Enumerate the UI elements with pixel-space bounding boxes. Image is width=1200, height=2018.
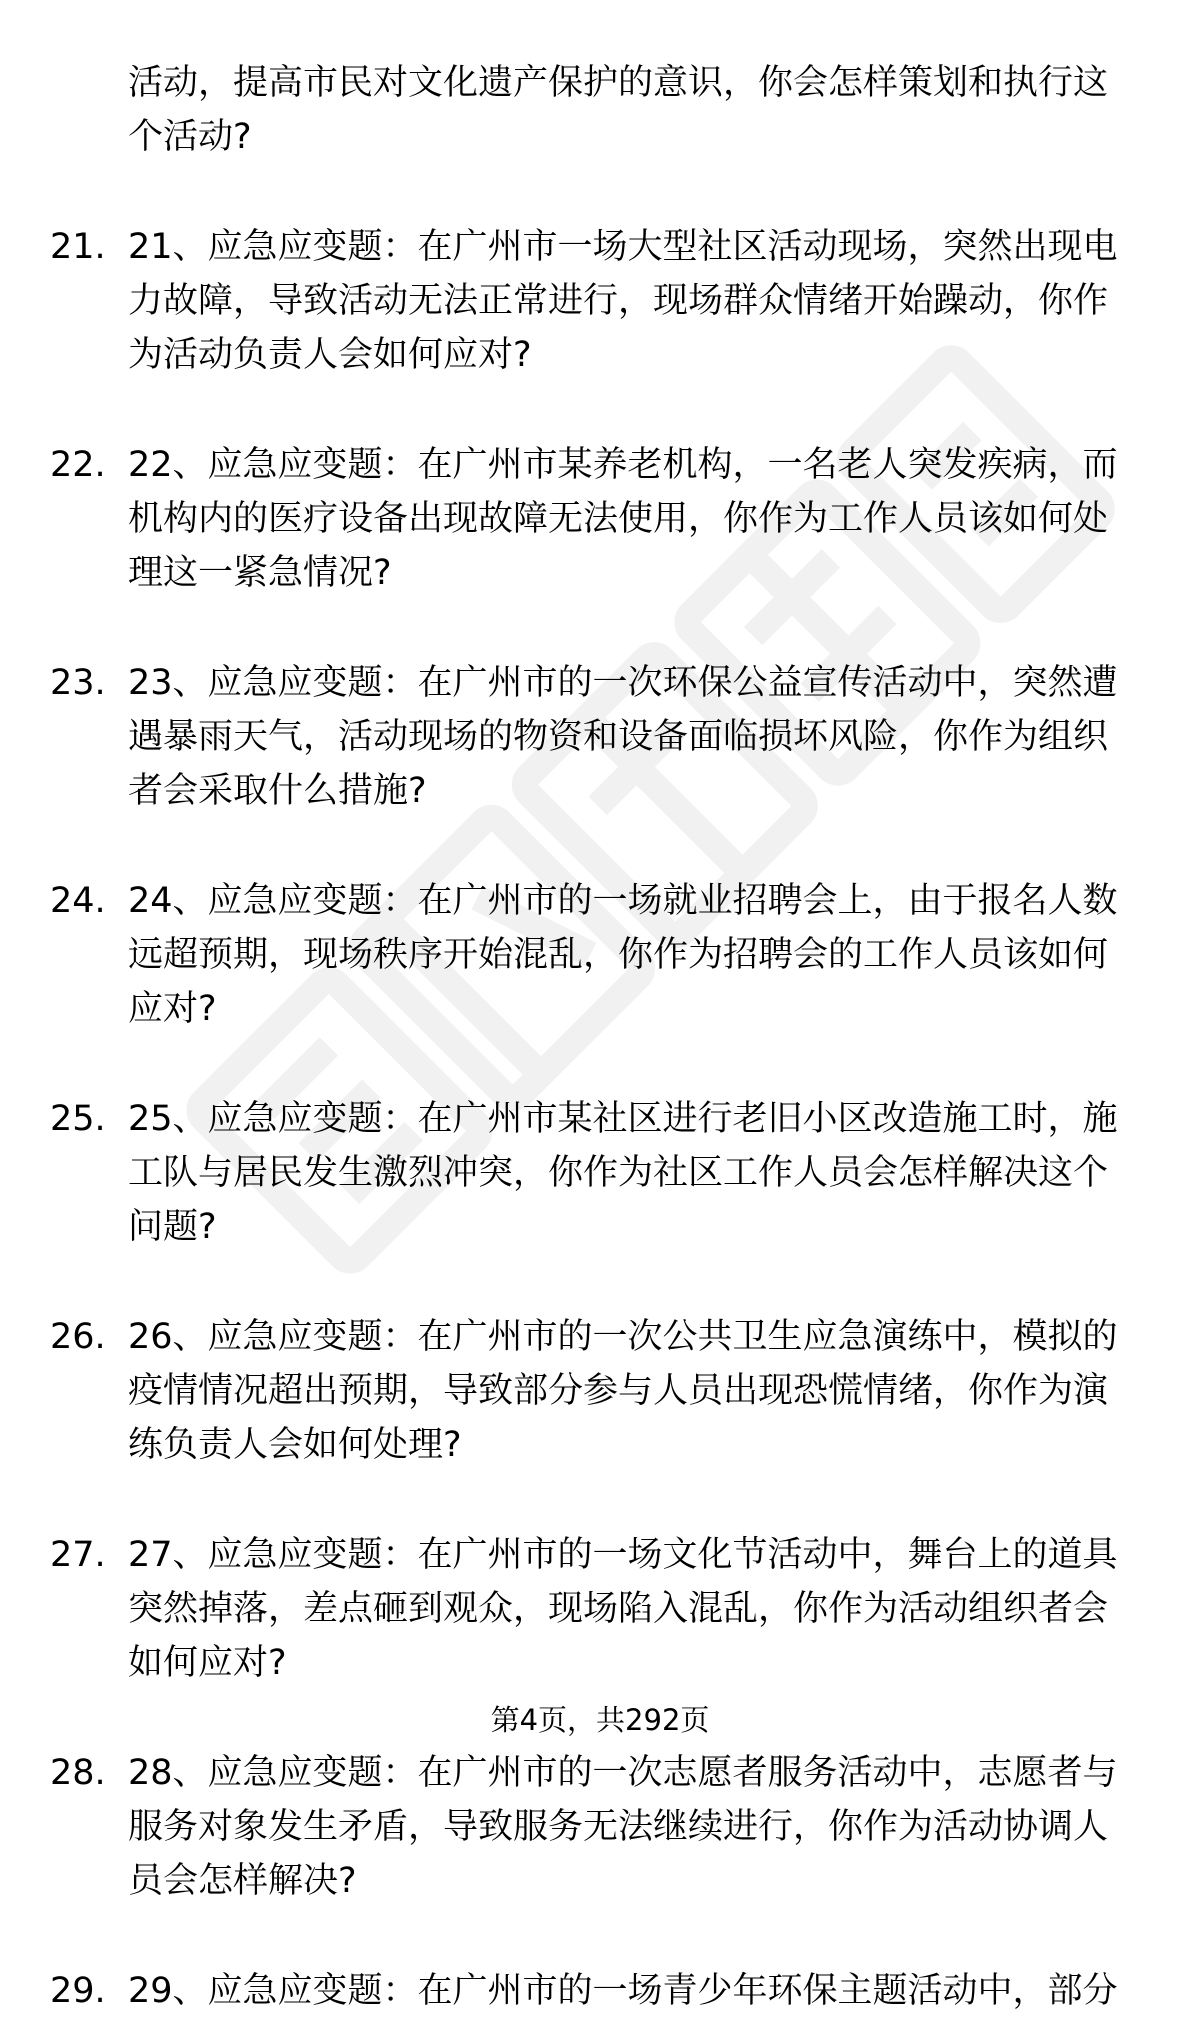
list-item-line: 练负责人会如何处理?	[128, 1425, 462, 1465]
list-item-number: 28.	[50, 1753, 106, 1793]
list-item-line: 29、应急应变题：在广州市的一场青少年环保主题活动中，部分	[128, 1971, 1118, 2011]
lead-in-paragraph	[128, 56, 1148, 164]
list-item-line: 如何应对?	[128, 1643, 287, 1683]
list-item-line: 者会采取什么措施?	[128, 771, 427, 811]
list-item-line: 22、应急应变题：在广州市某养老机构，一名老人突发疾病，而	[128, 445, 1118, 485]
list-item-line: 21、应急应变题：在广州市一场大型社区活动现场，突然出现电	[128, 227, 1118, 267]
list-item-line: 26、应急应变题：在广州市的一次公共卫生应急演练中，模拟的	[128, 1317, 1118, 1357]
list-item-line: 28、应急应变题：在广州市的一次志愿者服务活动中，志愿者与	[128, 1753, 1118, 1793]
list-item	[128, 1746, 1148, 1908]
list-item-line: 遇暴雨天气，活动现场的物资和设备面临损坏风险，你作为组织	[128, 717, 1109, 757]
list-item-number: 21.	[50, 227, 106, 267]
list-item-line: 工队与居民发生激烈冲突，你作为社区工作人员会怎样解决这个	[128, 1153, 1109, 1193]
list-item-line: 24、应急应变题：在广州市的一场就业招聘会上，由于报名人数	[128, 881, 1118, 921]
paragraph-line: 个活动?	[128, 117, 252, 157]
list-item-line: 疫情情况超出预期，导致部分参与人员出现恐慌情绪，你作为演	[128, 1371, 1109, 1411]
list-item-line: 为活动负责人会如何应对?	[128, 335, 532, 375]
list-item-number: 29.	[50, 1971, 106, 2011]
list-item-number: 24.	[50, 881, 106, 921]
list-item-line: 27、应急应变题：在广州市的一场文化节活动中，舞台上的道具	[128, 1535, 1118, 1575]
list-item	[128, 220, 1148, 382]
list-item-line: 机构内的医疗设备出现故障无法使用，你作为工作人员该如何处	[128, 499, 1109, 539]
list-item-number: 23.	[50, 663, 106, 703]
list-item-line: 远超预期，现场秩序开始混乱，你作为招聘会的工作人员该如何	[128, 935, 1109, 975]
list-item-line: 服务对象发生矛盾，导致服务无法继续进行，你作为活动协调人	[128, 1807, 1109, 1847]
list-item-line: 问题?	[128, 1207, 217, 1247]
list-item	[128, 874, 1148, 1036]
list-item-line: 25、应急应变题：在广州市某社区进行老旧小区改造施工时，施	[128, 1099, 1118, 1139]
list-item	[128, 1528, 1148, 1690]
list-item	[128, 1092, 1148, 1254]
list-item-line: 力故障，导致活动无法正常进行，现场群众情绪开始躁动，你作	[128, 281, 1109, 321]
list-item-line: 应对?	[128, 989, 217, 1029]
paragraph-line: 活动，提高市民对文化遗产保护的意识，你会怎样策划和执行这	[128, 63, 1109, 103]
page-footer: 第4页，共292页	[490, 1703, 710, 1737]
list-item-number: 22.	[50, 445, 106, 485]
list-item	[128, 1310, 1148, 1472]
list-item-line: 理这一紧急情况?	[128, 553, 392, 593]
list-item-line: 23、应急应变题：在广州市的一次环保公益宣传活动中，突然遭	[128, 663, 1118, 703]
list-item	[128, 656, 1148, 818]
list-item	[128, 1964, 1148, 2018]
list-item-number: 26.	[50, 1317, 106, 1357]
list-item	[128, 438, 1148, 600]
list-item-line: 员会怎样解决?	[128, 1861, 357, 1901]
list-item-line: 突然掉落，差点砸到观众，现场陷入混乱，你作为活动组织者会	[128, 1589, 1109, 1629]
list-item-number: 25.	[50, 1099, 106, 1139]
list-item-number: 27.	[50, 1535, 106, 1575]
